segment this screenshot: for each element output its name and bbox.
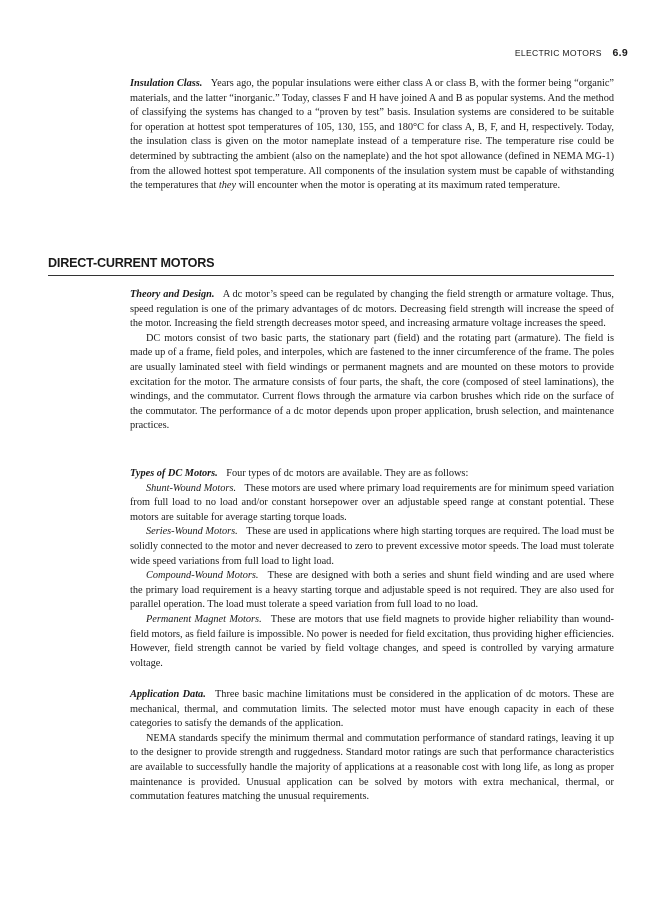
application-paragraph-1: Three basic machine limitations must be considered in the application of dc motors. These are mechanical, thermal, and commutation limits. The selected motor must have enough capacity in each of these categories to satisfy the demands of the application. xyxy=(130,689,614,730)
motor-type-text: These are motors that use field magnets to provide higher reliability than wound-field motors, as field failure is impossible. No power is needed for field excitation, thus providing higher efficiencies. However, field strength cannot be varied by field voltage changes, and speed is controlled by varying armature voltage. xyxy=(130,613,614,669)
theory-heading: Theory and Design. xyxy=(130,289,215,300)
application-data-block xyxy=(130,688,614,805)
motor-type-name: Series-Wound Motors. xyxy=(146,526,238,538)
application-paragraph-2: NEMA standards specify the minimum thermal and commutation performance of standard ratings, leaving it up to the designer to provide strength and ruggedness. Standard motor ratings are such that performance characteristics are available to successfully handle the majority of applications at a reasonable cost with long life, as long as proper maintenance is provided. Unusual application can be solved by motors with extra mechanical, thermal, or commutation features matching the unusual requirements. xyxy=(130,732,614,803)
theory-paragraph-2: DC motors consist of two basic parts, the stationary part (field) and the rotating part (armature). The field is made up of a frame, field poles, and interpoles, which are fastened to the inner circumference of the frame. The poles are usually laminated steel with field windings or permanent magnets and are mounted on these motors to provide excitation for the motor. The armature consists of four parts, the shaft, the core (composed of steel laminations), the windings, and the commutator. Current flows through the armature via carbon brushes which ride on the surface of the commutator. The performance of a dc motor depends upon proper application, brush selection, and maintenance practices. xyxy=(130,332,614,432)
motor-type-name: Compound-Wound Motors. xyxy=(146,570,259,582)
section-title: DIRECT-CURRENT MOTORS xyxy=(48,256,614,276)
running-title: ELECTRIC MOTORS xyxy=(514,48,602,58)
insulation-emphasis: they xyxy=(218,180,237,192)
types-of-dc-motors-block xyxy=(130,467,614,671)
motor-type-item xyxy=(130,613,614,671)
motor-type-name: Permanent Magnet Motors. xyxy=(146,613,262,625)
motor-type-name: Shunt-Wound Motors. xyxy=(146,482,237,494)
running-head xyxy=(515,47,628,59)
insulation-text-end: will encounter when the motor is operating at its maximum rated temperature. xyxy=(238,180,561,192)
motor-type-item xyxy=(130,525,614,569)
motor-type-text: These are designed with both a series and shunt field winding and are used where the primary load requirement is a heavy starting torque and adjustable speed is not required. They are also used for parallel operation. The load must tolerate a speed variation from full load to no load. xyxy=(130,570,614,611)
motor-type-item xyxy=(130,482,614,526)
insulation-text: Years ago, the popular insulations were either class A or class B, with the former being “organic” materials, and the latter “inorganic.” Today, classes F and H have joined A and B as popular systems. And the method of classifying the systems has changed to a “proven by test” basis. Insulation systems are considered to be suitable for operation at hottest spot temperatures of 105, 130, 155, and 180°C for class A, B, F, and H, respectively. Today, the insulation class is given on the motor nameplate instead of a temperature rise. The temperature rise could be determined by subtracting the ambient (also on the nameplate) and the hot spot allowance (defined in NEMA MG-1) from the allowed hottest spot temperature. All components of the insulation system must be capable of withstanding the temperatures that xyxy=(130,78,614,192)
types-intro: Four types of dc motors are available. They are as follows: xyxy=(226,468,469,479)
page-number: 6.9 xyxy=(612,47,628,59)
theory-paragraph-1: A dc motor’s speed can be regulated by changing the field strength or armature voltage. Thus, speed regulation is one of the primary advantages of dc motors. Decreasing field strength will increase the speed of the motor. Increasing the field strength decreases motor speed, and increasing armature voltage increases the speed. xyxy=(130,289,615,330)
application-heading: Application Data. xyxy=(130,689,206,700)
types-heading: Types of DC Motors. xyxy=(130,468,218,479)
theory-design-block xyxy=(130,288,614,434)
insulation-heading: Insulation Class. xyxy=(130,78,203,89)
motor-type-item xyxy=(130,569,614,613)
motor-type-text: These motors are used where primary load requirements are for minimum speed variation from full load to no load and/or constant horsepower over an adjustable speed range at constant potential. These motors are suitable for average starting torque loads. xyxy=(130,482,615,523)
motor-type-text: These are used in applications where high starting torques are required. The load must be solidly connected to the motor and never decreased to zero to prevent excessive motor speeds. The load must tolerate wide speed variations from full load to light load. xyxy=(130,526,615,567)
insulation-class-block xyxy=(130,77,614,194)
